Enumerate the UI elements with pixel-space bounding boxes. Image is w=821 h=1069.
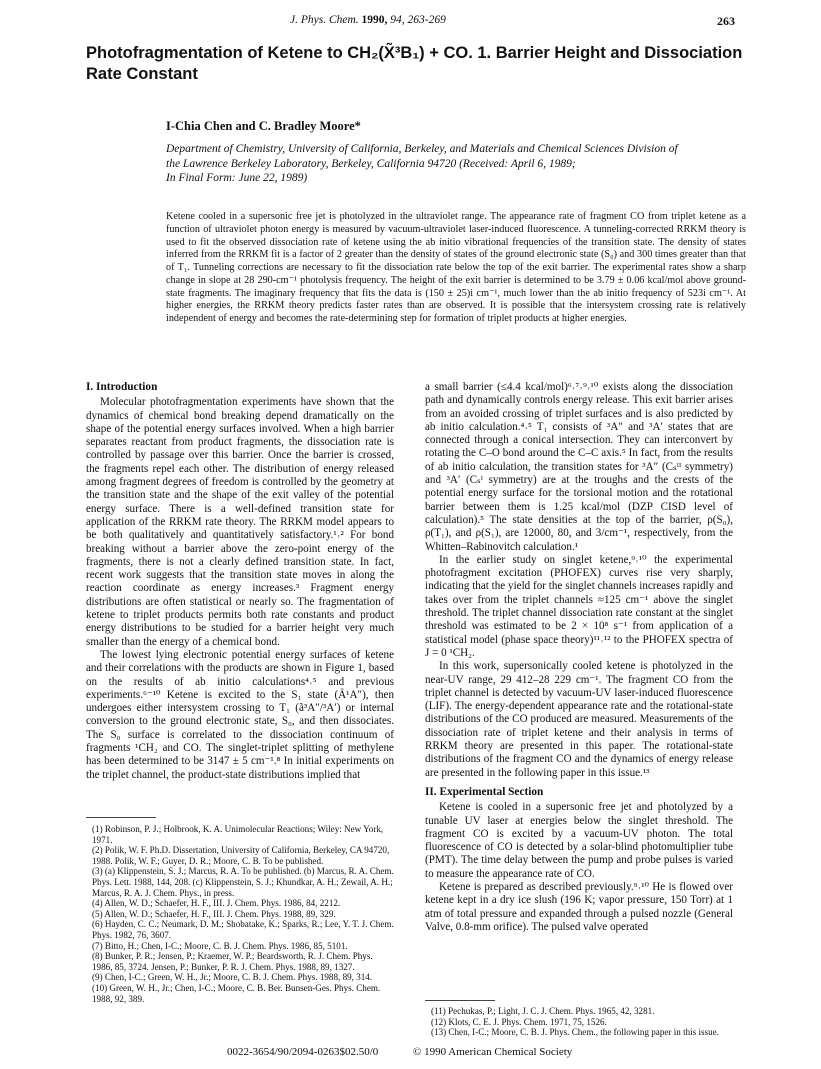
reference-item: (1) Robinson, P. J.; Holbrook, K. A. Unimolecular Reactions; Wiley: New York, 1971. <box>92 824 384 845</box>
paragraph: In this work, supersonically cooled ketene is photolyzed in the near-UV range, 29 412–28 229 cm⁻¹. The fragment CO from the triplet channel is detected by vacuum-UV laser-induced fluorescence (LIF). The energy-dependent appearance rate and the rotational-state distributions of the CO produced are measured. Measurements of the dissociation rate of triplet ketene and their analysis in terms of RRKM theory are presented in this paper. The rotational-state distributions of the fragment CO and the dynamics of energy release are presented in the following paper in this issue.¹³ <box>425 660 733 779</box>
affiliation-line-3: In Final Form: June 22, 1989) <box>166 172 308 185</box>
reference-item: (4) Allen, W. D.; Schaefer, H. F., III. J. Chem. Phys. 1986, 84, 2212. <box>92 898 341 909</box>
references-right <box>425 1006 733 1038</box>
title-line-1: Photofragmentation of Ketene to CH₂(X̃³B₁) + CO. 1. Barrier Height and Dissociation <box>86 44 743 62</box>
reference-item: (11) Pechukas, P.; Light, J. C. J. Chem. Phys. 1965, 42, 3281. <box>431 1006 655 1016</box>
reference-item: (3) (a) Klippenstein, S. J.; Marcus, R. A. To be published. (b) Marcus, R. A. Chem. Phys. Lett. 1988, 144, 208. (c) Klippenstein, S. J.; Khundkar, A. H.; Zewail, A. H.; Marcus, R. A. J. Chem. Phys., in press. <box>92 866 394 898</box>
reference-item: (7) Bitto, H.; Chen, I-C.; Moore, C. B. J. Chem. Phys. 1986, 85, 5101. <box>92 940 348 951</box>
reference-item: (6) Hayden, C. C.; Neumark, D. M.; Shobatake, K.; Sparks, R.; Lee, Y. T. J. Chem. Phys. 1982, 76, 3607. <box>92 919 394 940</box>
abstract: Ketene cooled in a supersonic free jet is photolyzed in the ultraviolet range. The appearance rate of fragment CO from triplet ketene as a function of ultraviolet photon energy is measured by vacuum-ultraviolet laser-induced fluorescence. A tunneling-corrected RRKM theory is used to fit the observed dissociation rate of ketene using the ab initio vibrational frequencies of the transition state. The density of states inferred from the RRKM fit is a factor of 2 greater than the density of states of the ground electronic state (S₀) and 300 times greater than that of T₁. Tunneling corrections are necessary to fit the dissociation rate below the top of the exit barrier. The experimental rates show a sharp change in slope at 28 290-cm⁻¹ photolysis frequency. The height of the exit barrier is determined to be 3.79 ± 0.06 kcal/mol above ground-state fragments. The imaginary frequency that fits the data is (150 ± 25)i cm⁻¹, much lower than the ab initio frequency of 523i cm⁻¹. At higher energies, the RRKM theory predicts faster rates than are observed. It is possible that the intersystem crossing rate is relatively independent of energy and becomes the rate-determining step for formation of triplet products at higher energies. <box>166 211 746 324</box>
left-column <box>86 381 394 782</box>
journal-citation <box>290 14 446 26</box>
paragraph: Ketene is prepared as described previously.⁹˒¹⁰ He is flowed over ketene kept in a dry ice slush (196 K; vapor pressure, 150 Torr) at 1 atm of total pressure and expanded through a pulsed nozzle (General Valve, 0.8-mm orifice). The pulsed valve operated <box>425 880 733 933</box>
affiliation <box>166 142 756 186</box>
running-head <box>0 14 821 30</box>
footnote-divider <box>425 1000 495 1001</box>
affiliation-line-2: the Lawrence Berkeley Laboratory, Berkeley, California 94720 (Received: April 6, 1989; <box>166 157 576 170</box>
reference-item: (5) Allen, W. D.; Schaefer, H. F., III. J. Chem. Phys. 1988, 89, 329. <box>92 908 336 919</box>
issn-code: 0022-3654/90/2094-0263$02.50/0 <box>227 1046 379 1058</box>
author-list: I-Chia Chen and C. Bradley Moore* <box>166 119 361 133</box>
reference-item: (8) Bunker, P. R.; Jensen, P.; Kraemer, W. P.; Beardsworth, R. J. Chem. Phys. 1986, 85, 3724. Jensen, P.; Bunker, P. R. J. Chem. Phys. 1988, 89, 1327. <box>92 951 373 972</box>
reference-item: (2) Polik, W. F. Ph.D. Dissertation, University of California, Berkeley, CA 94720, 1988. Polik, W. F.; Guyer, D. R.; Moore, C. B. To be published. <box>92 845 390 866</box>
paragraph: Ketene is cooled in a supersonic free jet and photolyzed by a tunable UV laser at energies below the singlet threshold. The fragment CO is excited by a vacuum-UV photon. The total fluorescence of CO is detected by a solar-blind photomultiplier tube (PMT). The time delay between the pump and probe pulses is varied to measure the appearance rate of CO. <box>425 801 733 880</box>
footnote-divider <box>86 817 156 818</box>
paragraph: In the earlier study on singlet ketene,⁹˒¹⁰ the experimental photofragment excitation (PHOFEX) curves rise very sharply, indicating that the yield for the singlet channels increases rapidly and takes over from the triplet channels ≈125 cm⁻¹ above the singlet threshold. The triplet channel dissociation rate constant at the singlet threshold was estimated to be 2 × 10⁸ s⁻¹ from application of a statistical model (phase space theory)¹¹˒¹² to the PHOFEX spectra of J = 0 ¹CH₂. <box>425 553 733 659</box>
reference-item: (9) Chen, I-C.; Green, W. H., Jr.; Moore, C. B. J. Chem. Phys. 1988, 89, 314. <box>92 972 373 983</box>
paragraph: a small barrier (≤4.4 kcal/mol)⁶˒⁷˒⁹˒¹⁰ exists along the dissociation path and dynamically controls energy release. This exit barrier arises from an avoided crossing of triplet surfaces and is also predicted by ab initio calculation.⁴˒⁵ T₁ consists of ³A″ and ³A′ states that are connected through a conical intersection. They can interconvert by rotating the C–O bond around the C–C axis.⁵ In fact, from the results of ab initio calculation, the transition states for ³A″ (Cₛᴵᴵ symmetry) and ³A′ (Cₛᴵ symmetry) are at the troughs and the crests of the potential energy surface for the torsional motion and the rotational barrier between them is 1.25 kcal/mol (DZP CISD level of calculation).⁵ The state densities at the top of the barrier, ρ(S₀), ρ(T₁), and ρ(S₁), are 12000, 80, and 3/cm⁻¹, respectively, from the Whitten–Rabinovitch calculation.¹ <box>425 381 733 553</box>
paper-title <box>86 43 746 85</box>
reference-item: (13) Chen, I-C.; Moore, C. B. J. Phys. Chem., the following paper in this issue. <box>431 1027 719 1038</box>
journal-pages: 263-269 <box>407 14 446 26</box>
section-heading-introduction: I. Introduction <box>86 381 158 393</box>
page-number: 263 <box>717 14 735 28</box>
journal-year: 1990, <box>361 14 388 26</box>
right-column <box>425 381 733 934</box>
reference-item: (12) Klots, C. E. J. Phys. Chem. 1971, 75, 1526. <box>431 1016 607 1027</box>
reference-item: (10) Green, W. H., Jr.; Chen, I-C.; Moore, C. B. Ber. Bunsen-Ges. Phys. Chem. 1988, 92, 389. <box>92 982 381 1004</box>
references-left <box>86 824 394 1004</box>
copyright-notice: © 1990 American Chemical Society <box>413 1046 573 1058</box>
paragraph: Molecular photofragmentation experiments have shown that the dynamics of chemical bond breaking depend dramatically on the shape of the potential energy surfaces involved. When a high barrier separates reactant from product fragments, the dissociation rate is controlled by passage over this barrier. Once the barrier is crossed, the fragments repel each other. The distribution of energy released among fragment degrees of freedom is controlled by the geometry at the transition state and the shape of the exit valley of the potential energy surface. There is a well-defined transition state for application of the RRKM rate theory. The RRKM model appears to be both qualitatively and quantitatively satisfactory.¹˒² For bond breaking without a barrier above the zero-point energy of the fragments, there is not a clearly defined transition state. In fact, recent work suggests that the transition state moves in along the reaction coordinate as energy increases.³ Fragment energy distributions are often statistical or nearly so. The fragmentation of ketene to triplet products permits both rate constants and product energy distributions to be studied for a barrier height very much smaller than the energy of a chemical bond. <box>86 396 394 648</box>
journal-name: J. Phys. Chem. <box>290 14 359 26</box>
affiliation-line-1: Department of Chemistry, University of California, Berkeley, and Materials and Chemical Sciences Division of <box>166 143 678 155</box>
paragraph: The lowest lying electronic potential energy surfaces of ketene and their correlations with the products are shown in Figure 1, based on the results of ab initio calculations⁴˒⁵ and previous experiments.⁶⁻¹⁰ Ketene is excited to the S₁ state (Ã¹A″), then undergoes either intersystem crossing to T₁ (ã³A″/³A′) or internal conversion to the ground electronic state, S₀, and then dissociates. The S₀ surface is correlated to the dissociation continuum of fragments ¹CH₂ and CO. The singlet-triplet splitting of methylene has been determined to be 3147 ± 5 cm⁻¹.⁸ In initial experiments on the triplet channel, the product-state distributions implied that <box>86 648 394 781</box>
title-line-2: Rate Constant <box>86 65 198 83</box>
journal-volume: 94, <box>390 14 405 26</box>
section-heading-experimental: II. Experimental Section <box>425 785 544 798</box>
